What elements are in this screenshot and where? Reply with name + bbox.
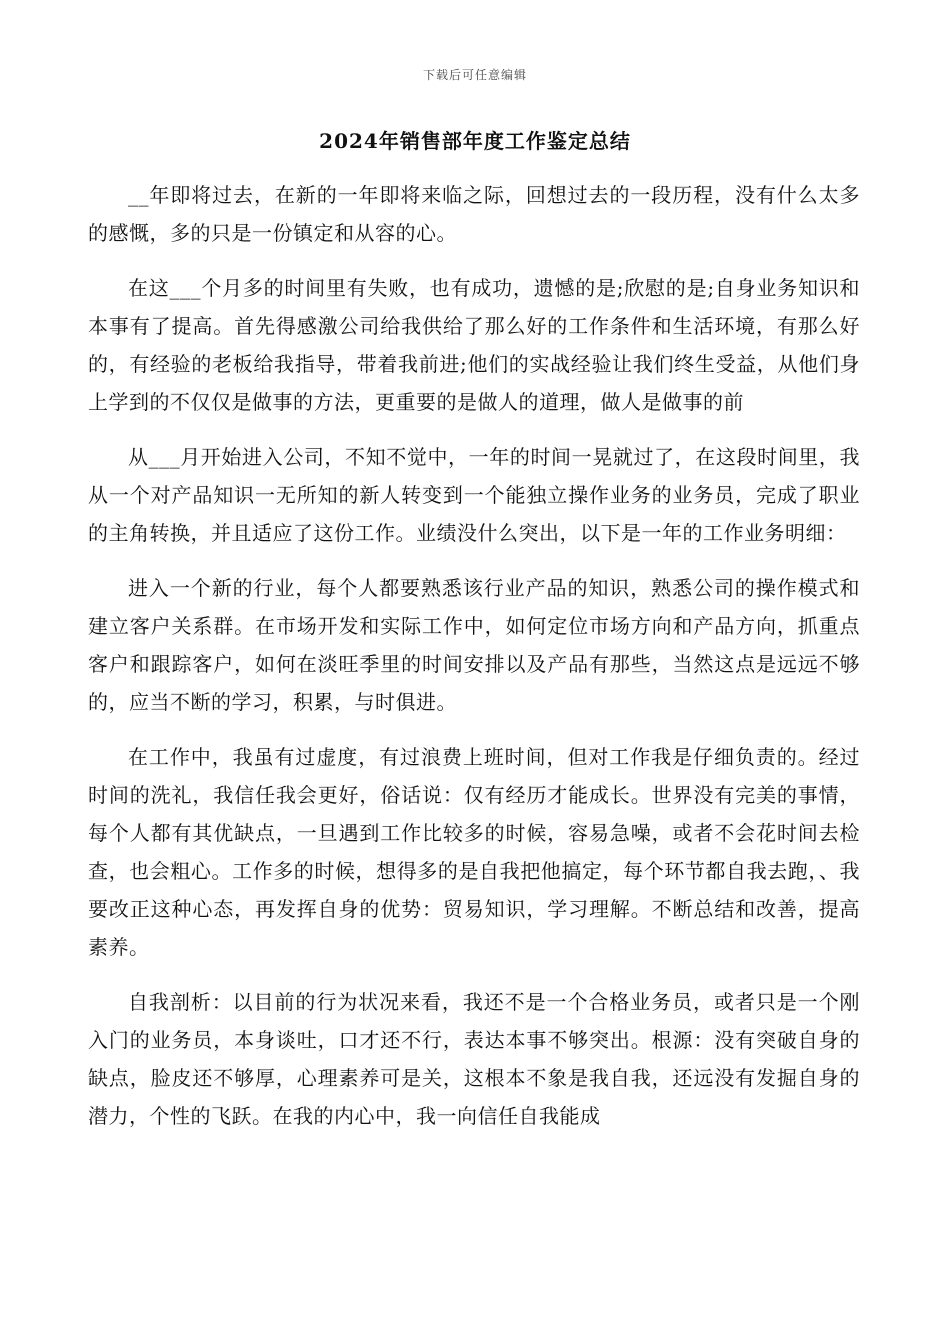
paragraph-2: 在这___个月多的时间里有失败，也有成功，遗憾的是;欣慰的是;自身业务知识和本事有了提高。首先得感激公司给我供给了那么好的工作条件和生活环境，有那么好的，有经验的老板给我指导，带着我前进;他们的实战经验让我们终生受益，从他们身上学到的不仅仅是做事的方法，更重要的是做人的道理，做人是做事的前 <box>88 276 860 414</box>
document-body <box>88 176 860 1152</box>
header-note: 下载后可任意编辑 <box>422 68 527 82</box>
paragraph-3: 从___月开始进入公司，不知不觉中，一年的时间一晃就过了，在这段时间里，我从一个对产品知识一无所知的新人转变到一个能独立操作业务的业务员，完成了职业的主角转换，并且适应了这份工作。业绩没什么突出，以下是一年的工作业务明细： <box>88 445 860 545</box>
paragraph-5: 在工作中，我虽有过虚度，有过浪费上班时间，但对工作我是仔细负责的。经过时间的洗礼，我信任我会更好，俗话说：仅有经历才能成长。世界没有完美的事情，每个人都有其优缺点，一旦遇到工作比较多的时候，容易急噪，或者不会花时间去检查，也会粗心。工作多的时候，想得多的是自我把他搞定，每个环节都自我去跑，、我要改正这种心态，再发挥自身的优势：贸易知识，学习理解。不断总结和改善，提高素养。 <box>88 745 860 959</box>
paragraph-6: 自我剖析：以目前的行为状况来看，我还不是一个合格业务员，或者只是一个刚入门的业务员，本身谈吐，口才还不行，表达本事不够突出。根源：没有突破自身的缺点，脸皮还不够厚，心理素养可是关，这根本不象是我自我，还远没有发掘自身的潜力，个性的飞跃。在我的内心中，我一向信任自我能成 <box>88 990 860 1128</box>
paragraph-4: 进入一个新的行业，每个人都要熟悉该行业产品的知识，熟悉公司的操作模式和建立客户关系群。在市场开发和实际工作中，如何定位市场方向和产品方向，抓重点客户和跟踪客户，如何在淡旺季里的时间安排以及产品有那些，当然这点是远远不够的，应当不断的学习，积累，与时俱进。 <box>88 576 860 714</box>
document-title: 2024年销售部年度工作鉴定总结 <box>319 129 631 153</box>
paragraph-1: __年即将过去，在新的一年即将来临之际，回想过去的一段历程，没有什么太多的感慨，多的只是一份镇定和从容的心。 <box>88 183 860 245</box>
